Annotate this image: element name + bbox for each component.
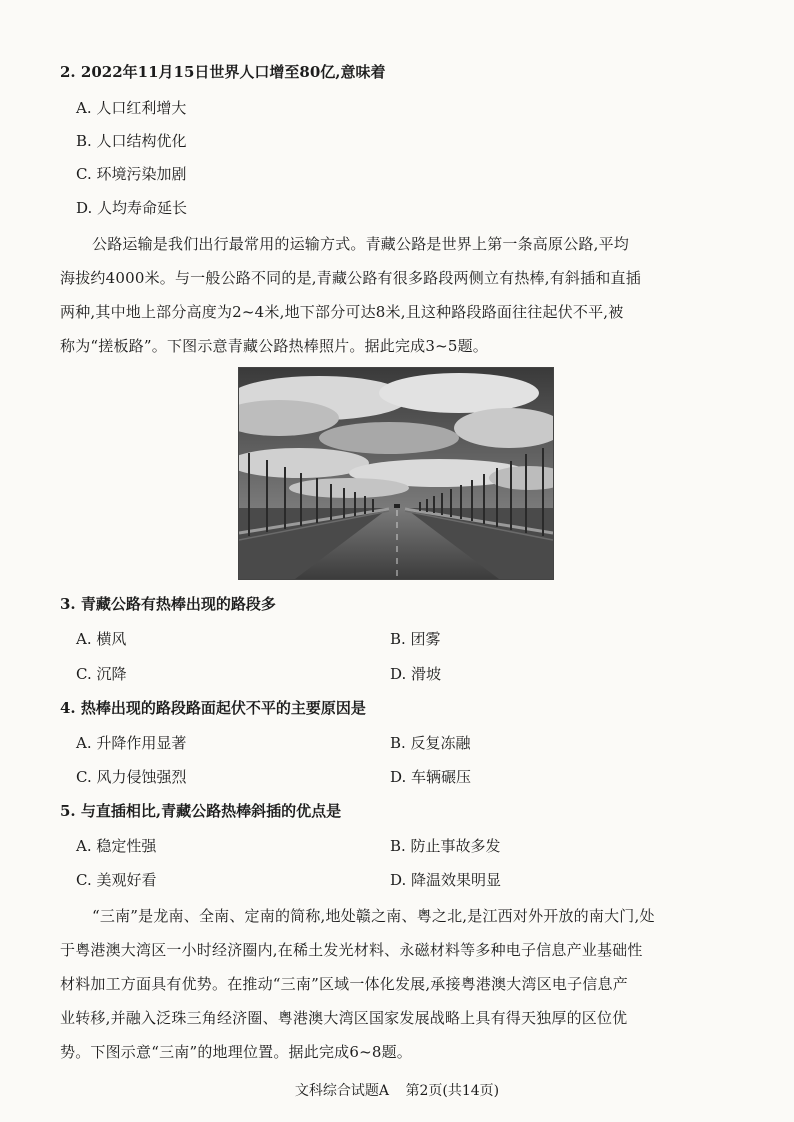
passage1-line-3: 两种,其中地上部分高度为2~4米,地下部分可达8米,且这种路段路面往往起伏不平,被 [60,303,624,321]
passage1-line-2: 海拔约4000米。与一般公路不同的是,青藏公路有很多路段两侧立有热棒,有斜插和直插 [60,269,641,287]
q5-option-c: C. 美观好看 [76,871,157,889]
q4-option-c: C. 风力侵蚀强烈 [76,768,187,786]
q3-option-d: D. 滑坡 [390,665,442,683]
footer-exam-title: 文科综合试题A [294,1083,389,1099]
passage1-line-4: 称为“搓板路”。下图示意青藏公路热棒照片。据此完成3~5题。 [60,337,488,355]
q3-option-c: C. 沉降 [76,665,127,683]
passage2-line-3: 材料加工方面具有优势。在推动“三南”区域一体化发展,承接粤港澳大湾区电子信息产 [60,975,628,993]
heat-pipe-road-photo [238,367,554,580]
q5-option-d: D. 降温效果明显 [390,871,502,889]
footer-page-number: 第2页(共14页) [405,1083,500,1099]
q4-option-d: D. 车辆碾压 [390,768,472,786]
q2-option-c: C. 环境污染加剧 [76,165,187,183]
q3-option-b: B. 团雾 [390,630,441,648]
q3-option-a: A. 横风 [76,630,127,648]
q2-option-a: A. 人口红利增大 [76,99,187,117]
q5-option-a: A. 稳定性强 [76,837,157,855]
passage1-line-1: 公路运输是我们出行最常用的运输方式。青藏公路是世界上第一条高原公路,平均 [92,235,629,253]
question-4-stem: 4. 热棒出现的路段路面起伏不平的主要原因是 [60,699,366,717]
question-2-stem: 2. 2022年11月15日世界人口增至80亿,意味着 [60,63,386,81]
q2-option-b: B. 人口结构优化 [76,132,187,150]
passage2-line-5: 势。下图示意“三南”的地理位置。据此完成6~8题。 [60,1043,412,1061]
page-footer [0,1080,794,1100]
passage2-line-2: 于粤港澳大湾区一小时经济圈内,在稀土发光材料、永磁材料等多种电子信息产业基础性 [60,941,643,959]
passage2-line-4: 业转移,并融入泛珠三角经济圈、粤港澳大湾区国家发展战略上具有得天独厚的区位优 [60,1009,628,1027]
q4-option-a: A. 升降作用显著 [76,734,187,752]
q2-option-d: D. 人均寿命延长 [76,199,188,217]
q5-option-b: B. 防止事故多发 [390,837,501,855]
q4-option-b: B. 反复冻融 [390,734,471,752]
question-5-stem: 5. 与直插相比,青藏公路热棒斜插的优点是 [60,802,342,820]
passage2-line-1: “三南”是龙南、全南、定南的简称,地处赣之南、粤之北,是江西对外开放的南大门,处 [92,907,655,925]
question-3-stem: 3. 青藏公路有热棒出现的路段多 [60,595,276,613]
